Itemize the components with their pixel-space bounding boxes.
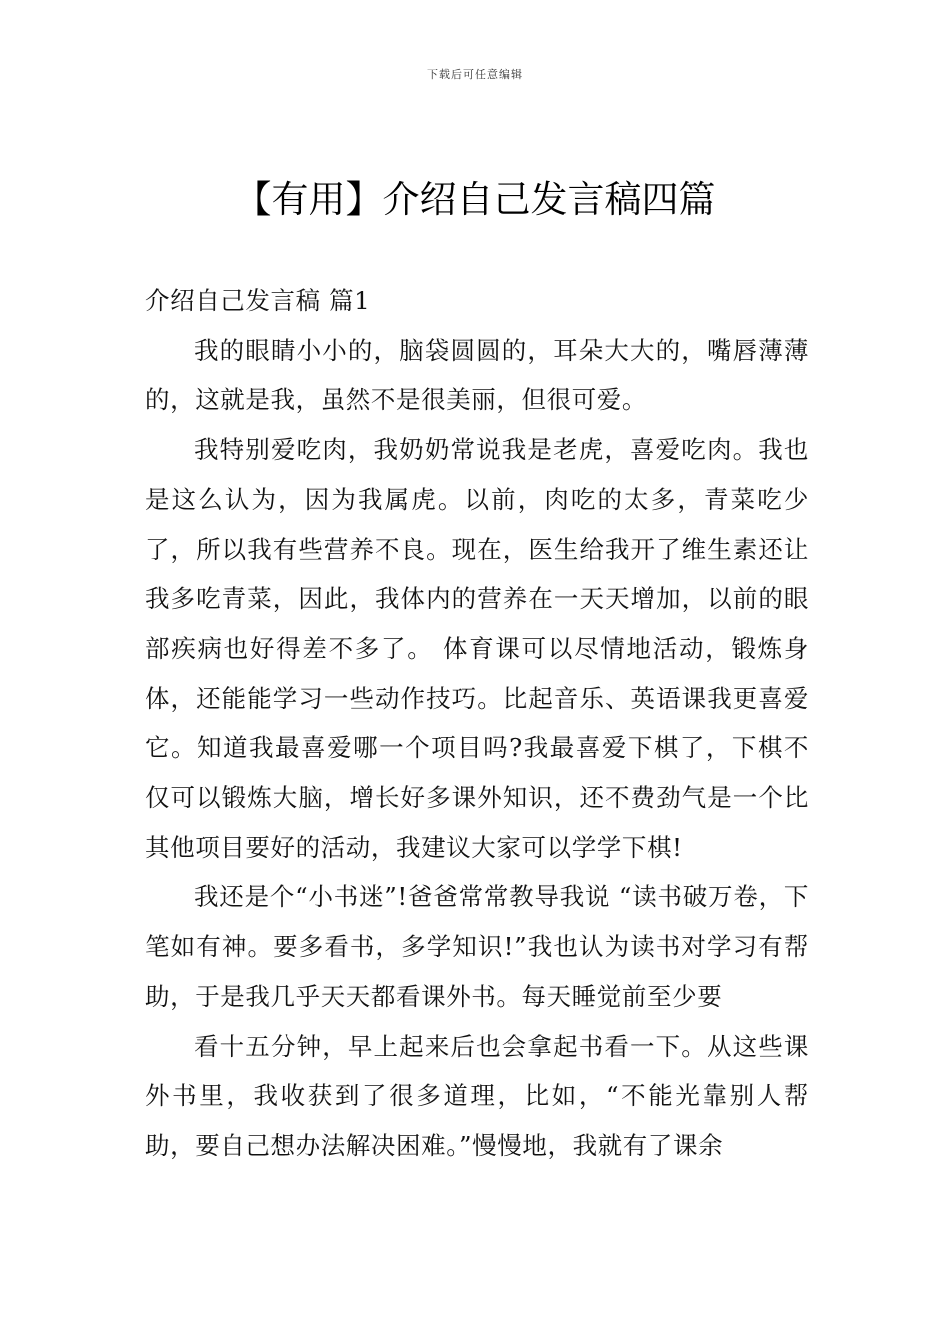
paragraph-4: 看十五分钟，早上起来后也会拿起书看一下。从这些课外书里，我收获到了很多道理，比如，“不能光靠别人帮助，要自己想办法解决困难。”慢慢地，我就有了课余 (145, 1031, 809, 1160)
paragraph-2: 我特别爱吃肉，我奶奶常说我是老虎，喜爱吃肉。我也是这么认为，因为我属虎。以前，肉吃的太多，青菜吃少了，所以我有些营养不良。现在，医生给我开了维生素还让我多吃青菜，因此，我体内的营养在一天天增加，以前的眼部疾病也好得差不多了。 体育课可以尽情地活动，锻炼身体，还能能学习一些动作技巧。比起音乐、英语课我更喜爱它。知道我最喜爱哪一个项目吗?我最喜爱下棋了，下棋不仅可以锻炼大脑，增长好多课外知识，还不费劲气是一个比其他项目要好的活动，我建议大家可以学学下棋! (145, 435, 809, 862)
document-title: 【有用】介绍自己发言稿四篇 (234, 178, 716, 221)
header-note: 下载后可任意编辑 (427, 68, 523, 81)
document-body (145, 276, 809, 1171)
section-heading: 介绍自己发言稿 篇1 (145, 286, 371, 315)
paragraph-3: 我还是个“小书迷”!爸爸常常教导我说 “读书破万卷，下笔如有神。要多看书，多学知识!”我也认为读书对学习有帮助，于是我几乎天天都看课外书。每天睡觉前至少要 (145, 882, 809, 1011)
paragraph-1: 我的眼睛小小的，脑袋圆圆的，耳朵大大的，嘴唇薄薄的，这就是我，虽然不是很美丽，但很可爱。 (145, 335, 809, 415)
